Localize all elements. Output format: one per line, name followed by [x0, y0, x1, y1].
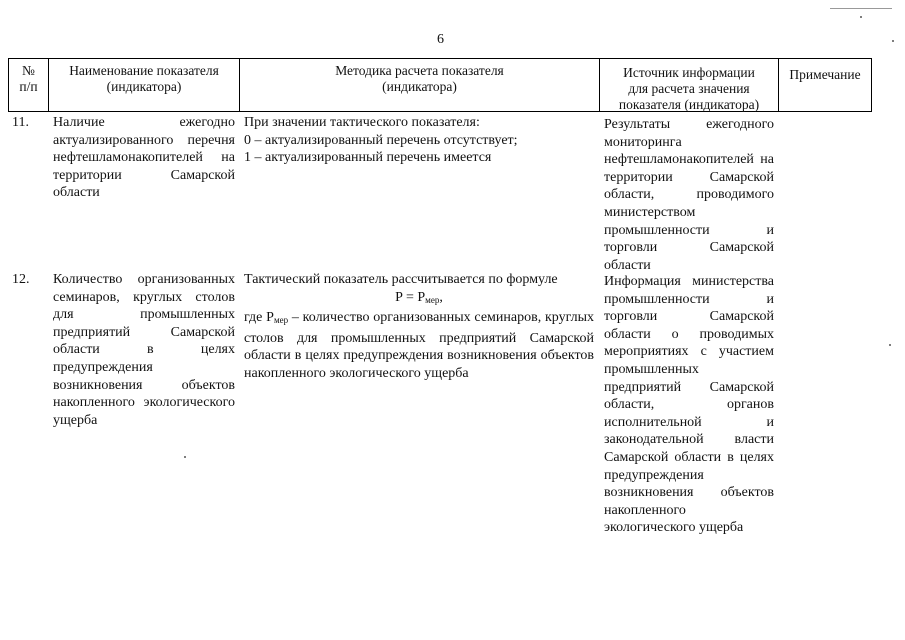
row-12-number: 12. [12, 272, 30, 287]
formula: $P = P_{мер}$, [395, 289, 443, 305]
corner-mark [830, 8, 892, 9]
row-11-source: Результаты ежегодного мониторинга нефтешламонакопителей на территории Самарской области, проводимого министерством промышленности и торговли Самарской области [604, 117, 774, 273]
row-12-source: Информация министерства промышленности и торговли Самарской области о проводимых мероприятиях с участием промышленных предприятий Самарской области, органов исполнительной и законодательной власти Самарской области в целях предупреждения возникновения объектов накопленного экологического ущерба [604, 274, 774, 536]
method-intro: Тактический показатель рассчитывается по формуле [244, 272, 558, 287]
header-col-number: № п/п [8, 58, 49, 112]
header-col-note: Примечание [778, 58, 872, 112]
scan-speck [860, 16, 862, 18]
header-col-indicator-name: Наименование показателя (индикатора) [48, 58, 240, 112]
row-11-number: 11. [12, 115, 29, 130]
formula-explanation: где $P_{мер}$ – количество организованных семинаров, круглых столов для промышленных предприятий Самарской области в целях предупреждения возникновения объектов накопленного экологического ущерба [244, 310, 595, 381]
header-col-source: Источник информации для расчета значения показателя (индикатора) [599, 58, 779, 112]
method-line: 1 – актуализированный перечень имеется [244, 150, 492, 166]
row-11-method [244, 114, 594, 167]
scan-speck [892, 40, 894, 42]
method-line: 0 – актуализированный перечень отсутствует; [244, 132, 518, 148]
row-11-indicator-name: Наличие ежегодно актуализированного перечня нефтешламонакопителей на территории Самарской области [53, 115, 235, 201]
row-12-indicator-name: Количество организованных семинаров, круглых столов для промышленных предприятий Самарской области в целях предупреждения возникновения объектов накопленного экологического ущерба [53, 272, 235, 428]
page-number: 6 [437, 32, 444, 47]
row-12-method [244, 271, 594, 383]
method-line: При значении тактического показателя: [244, 115, 480, 130]
scan-speck [184, 456, 186, 458]
header-col-method: Методика расчета показателя (индикатора) [239, 58, 600, 112]
scan-speck [889, 344, 891, 346]
